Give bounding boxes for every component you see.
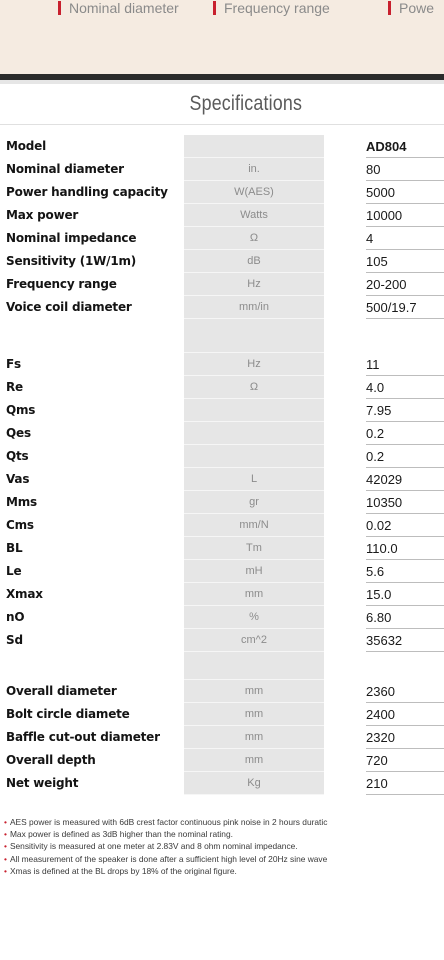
parameter-label: Baffle cut-out diameter xyxy=(6,730,160,744)
parameter-label: Xmax xyxy=(6,587,43,601)
parameter-value: 20-200 xyxy=(366,277,407,292)
parameter-unit: Hz xyxy=(247,358,261,370)
title-rule xyxy=(0,124,444,125)
table-row xyxy=(0,422,444,445)
page-title: Specifications xyxy=(189,92,303,115)
parameter-value: 6.80 xyxy=(366,610,392,625)
parameter-label: Overall depth xyxy=(6,753,96,767)
table-row xyxy=(0,468,444,491)
parameter-label: Qts xyxy=(6,449,29,463)
unit-cell-bg xyxy=(184,422,324,445)
parameter-label: Mms xyxy=(6,495,37,509)
parameter-label: BL xyxy=(6,541,23,555)
parameter-value: 11 xyxy=(366,357,380,372)
table-row xyxy=(0,445,444,468)
parameter-value: 500/19.7 xyxy=(366,300,417,315)
parameter-label: Model xyxy=(6,139,47,153)
footnote xyxy=(4,840,444,852)
tab-label: Frequency range xyxy=(224,0,330,16)
unit-cell-bg xyxy=(184,652,324,680)
table-row xyxy=(0,537,444,560)
parameter-unit: mm xyxy=(244,685,264,697)
parameter-unit: mH xyxy=(245,565,263,577)
table-row xyxy=(0,629,444,652)
parameter-value: 210 xyxy=(366,776,388,791)
parameter-label: Max power xyxy=(6,208,79,222)
footnote-text: All measurement of the speaker is done after a sufficient high level of 20Hz sine wave xyxy=(9,853,328,864)
parameter-value: 42029 xyxy=(366,472,403,487)
table-row xyxy=(0,703,444,726)
tab-label: Powe xyxy=(399,0,435,16)
footnote xyxy=(4,828,444,840)
tab-marker xyxy=(213,1,216,15)
parameter-value: 105 xyxy=(366,254,388,269)
parameter-value: 7.95 xyxy=(366,403,392,418)
table-row xyxy=(0,399,444,422)
footnote-text: Xmas is defined at the BL drops by 18% of the original figure. xyxy=(9,865,237,876)
table-row xyxy=(0,181,444,204)
parameter-label: Fs xyxy=(6,357,21,371)
parameter-label: Qms xyxy=(6,403,36,417)
unit-cell-bg xyxy=(184,135,324,158)
bullet-icon: • xyxy=(4,853,7,864)
parameter-unit: Tm xyxy=(246,542,262,554)
section-gap xyxy=(0,319,444,353)
parameter-label: Power handling capacity xyxy=(6,185,168,199)
parameter-unit: in. xyxy=(248,163,260,175)
parameter-label: Vas xyxy=(6,472,30,486)
parameter-unit: Ω xyxy=(249,381,259,393)
footnote-text: AES power is measured with 6dB crest factor continuous pink noise in 2 hours duratic xyxy=(9,817,328,827)
table-row xyxy=(0,514,444,537)
parameter-unit: gr xyxy=(249,496,259,508)
parameter-unit: mm xyxy=(244,708,264,720)
parameter-unit: W(AES) xyxy=(234,186,274,198)
parameter-unit: cm^2 xyxy=(241,634,267,646)
model-value: AD804 xyxy=(366,139,407,154)
footnote xyxy=(4,816,444,828)
tab-frequency-range[interactable] xyxy=(213,0,330,22)
parameter-unit: Kg xyxy=(247,777,261,789)
parameter-value: 2320 xyxy=(366,730,395,745)
parameter-unit: mm xyxy=(244,588,264,600)
top-tab-strip xyxy=(0,0,444,74)
table-row xyxy=(0,749,444,772)
parameter-unit: % xyxy=(249,611,259,623)
parameter-value: 2400 xyxy=(366,707,395,722)
section-gap xyxy=(0,652,444,680)
bullet-icon: • xyxy=(4,817,7,827)
parameter-value: 2360 xyxy=(366,684,395,699)
unit-cell-bg xyxy=(184,445,324,468)
parameter-value: 110.0 xyxy=(366,541,398,556)
table-row xyxy=(0,772,444,795)
parameter-unit: Hz xyxy=(247,278,261,290)
parameter-label: Qes xyxy=(6,426,31,440)
divider-line xyxy=(0,80,444,84)
tab-marker xyxy=(58,1,61,15)
parameter-value: 0.2 xyxy=(366,426,385,441)
table-row xyxy=(0,296,444,319)
tab-label: Nominal diameter xyxy=(69,0,179,16)
value-underline xyxy=(366,794,444,795)
table-row xyxy=(0,227,444,250)
table-row xyxy=(0,273,444,296)
table-row xyxy=(0,353,444,376)
parameter-unit: L xyxy=(250,473,258,485)
table-row xyxy=(0,250,444,273)
parameter-label: Cms xyxy=(6,518,34,532)
bullet-icon: • xyxy=(4,829,7,840)
table-row xyxy=(0,583,444,606)
parameter-label: nO xyxy=(6,610,25,624)
parameter-value: 10000 xyxy=(366,208,403,223)
parameter-label: Net weight xyxy=(6,776,79,790)
parameter-value: 5000 xyxy=(366,185,395,200)
table-row xyxy=(0,491,444,514)
table-header-row xyxy=(0,135,444,158)
table-row xyxy=(0,204,444,227)
tab-power[interactable] xyxy=(388,0,434,22)
tab-nominal-diameter[interactable] xyxy=(58,0,179,22)
bullet-icon: • xyxy=(4,841,7,852)
parameter-value: 10350 xyxy=(366,495,403,510)
parameter-unit: Watts xyxy=(240,209,268,221)
unit-cell-bg xyxy=(184,399,324,422)
footnotes xyxy=(4,816,444,877)
table-row xyxy=(0,560,444,583)
parameter-label: Re xyxy=(6,380,23,394)
parameter-label: Sensitivity (1W/1m) xyxy=(6,254,137,268)
parameter-value: 4 xyxy=(366,231,374,246)
parameter-label: Voice coil diameter xyxy=(6,300,132,314)
footnote-text: Max power is defined as 3dB higher than the nominal rating. xyxy=(9,829,233,840)
parameter-label: Overall diameter xyxy=(6,684,117,698)
parameter-value: 5.6 xyxy=(366,564,385,579)
parameter-label: Le xyxy=(6,564,22,578)
parameter-value: 0.02 xyxy=(366,518,392,533)
specifications-table xyxy=(0,135,444,795)
parameter-unit: mm/N xyxy=(239,519,269,531)
parameter-unit: mm xyxy=(244,754,264,766)
parameter-value: 720 xyxy=(366,753,388,768)
parameter-value: 0.2 xyxy=(366,449,385,464)
parameter-value: 80 xyxy=(366,162,381,177)
unit-cell-bg xyxy=(184,319,324,353)
table-row xyxy=(0,726,444,749)
table-row xyxy=(0,376,444,399)
parameter-label: Sd xyxy=(6,633,23,647)
parameter-unit: mm xyxy=(244,731,264,743)
parameter-label: Frequency range xyxy=(6,277,117,291)
tab-marker xyxy=(388,1,391,15)
table-row xyxy=(0,680,444,703)
bullet-icon: • xyxy=(4,865,7,876)
parameter-unit: Ω xyxy=(249,232,259,244)
parameter-label: Nominal diameter xyxy=(6,162,124,176)
table-row xyxy=(0,606,444,629)
footnote xyxy=(4,853,444,865)
parameter-unit: dB xyxy=(247,255,261,267)
footnote xyxy=(4,865,444,877)
parameter-label: Bolt circle diamete xyxy=(6,707,130,721)
table-row xyxy=(0,158,444,181)
parameter-unit: mm/in xyxy=(239,301,269,313)
parameter-value: 4.0 xyxy=(366,380,385,395)
parameter-label: Nominal impedance xyxy=(6,231,137,245)
parameter-value: 15.0 xyxy=(366,587,392,602)
parameter-value: 35632 xyxy=(366,633,403,648)
footnote-text: Sensitivity is measured at one meter at 2.83V and 8 ohm nominal impedance. xyxy=(9,841,298,852)
